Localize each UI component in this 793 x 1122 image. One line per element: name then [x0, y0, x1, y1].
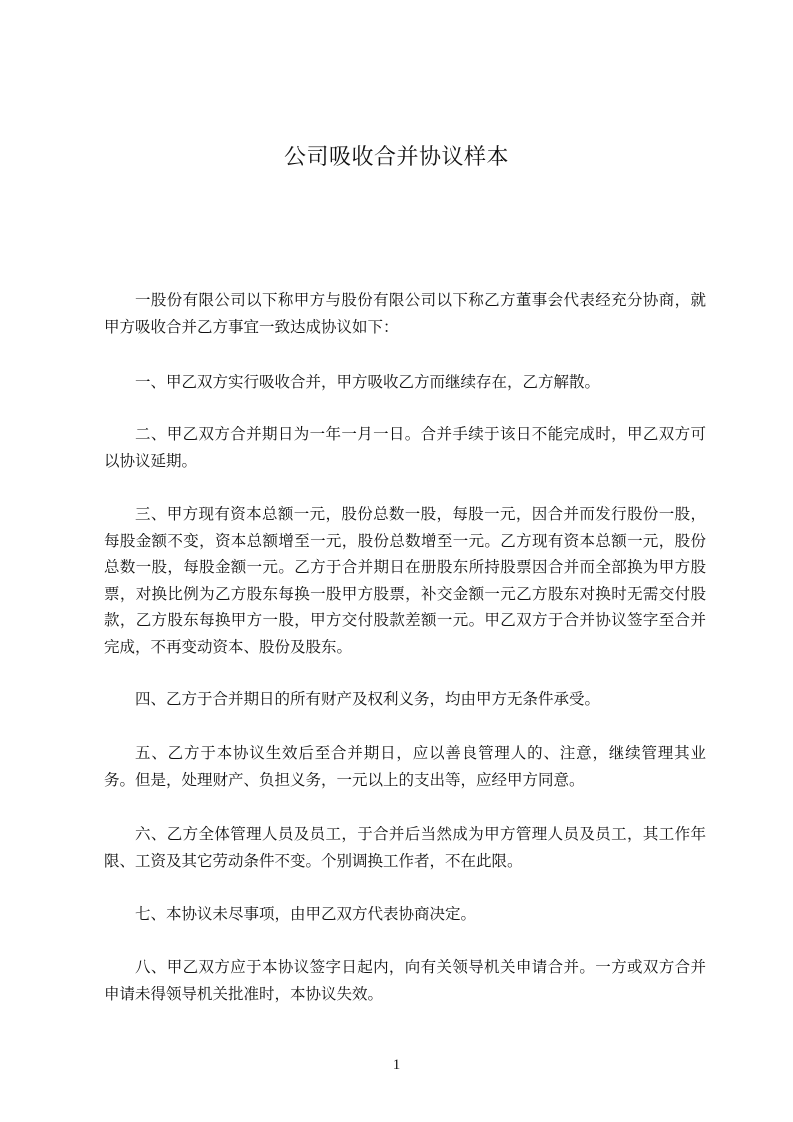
paragraph-clause-6: 六、乙方全体管理人员及员工，于合并后当然成为甲方管理人员及员工，其工作年限、工资及其它劳动条件不变。个别调换工作者，不在此限。 [104, 825, 706, 870]
document-title: 公司吸收合并协议样本 [283, 145, 509, 170]
paragraph-clause-8: 八、甲乙双方应于本协议签字日起内，向有关领导机关申请合并。一方或双方合并申请未得领导机关批准时，本协议失效。 [104, 958, 706, 1003]
paragraph-preamble: 一股份有限公司以下称甲方与股份有限公司以下称乙方董事会代表经充分协商，就甲方吸收合并乙方事宜一致达成协议如下： [104, 291, 706, 336]
paragraph-clause-1: 一、甲乙双方实行吸收合并，甲方吸收乙方而继续存在，乙方解散。 [135, 373, 601, 391]
paragraph-clause-3: 三、甲方现有资本总额一元，股份总数一股，每股一元，因合并而发行股份一股，每股金额不变，资本总额增至一元，股份总数增至一元。乙方现有资本总额一元，股份总数一股，每股金额一元。乙方于合并期日在册股东所持股票因合并而全部换为甲方股票，对换比例为乙方股东每换一股甲方股票，补交金额一元乙方股东对换时无需交付股款，乙方股东每换甲方一股，甲方交付股款差额一元。甲乙双方于合并协议签字至合并完成，不再变动资本、股份及股东。 [104, 505, 706, 656]
page-number: 1 [392, 1057, 401, 1073]
paragraph-clause-7: 七、本协议未尽事项，由甲乙双方代表协商决定。 [135, 905, 477, 923]
paragraph-clause-5: 五、乙方于本协议生效后至合并期日，应以善良管理人的、注意，继续管理其业务。但是，处理财产、负担义务，一元以上的支出等，应经甲方同意。 [104, 744, 706, 789]
paragraph-clause-2: 二、甲乙双方合并期日为一年一月一日。合并手续于该日不能完成时，甲乙双方可以协议延期。 [104, 425, 706, 470]
paragraph-clause-4: 四、乙方于合并期日的所有财产及权利义务，均由甲方无条件承受。 [135, 690, 601, 708]
